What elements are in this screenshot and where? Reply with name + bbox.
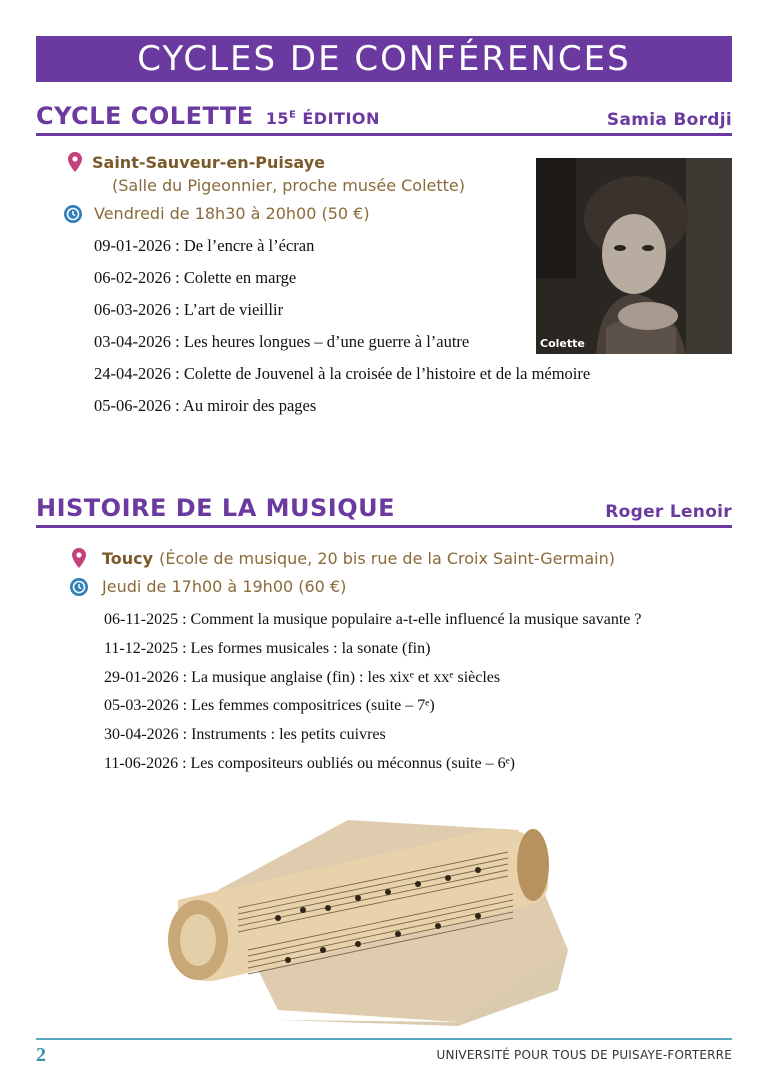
histoire-musique-title: HISTOIRE DE LA MUSIQUE	[36, 494, 395, 522]
list-item: 06-11-2025 : Comment la musique populaire a-t-elle influencé la musique savante ?	[104, 611, 642, 628]
edition-badge	[266, 109, 380, 128]
list-item: 05-06-2026 : Au miroir des pages	[94, 396, 317, 415]
edition-word: ÉDITION	[302, 109, 380, 128]
footer-publisher: UNIVERSITÉ POUR TOUS DE PUISAYE-FORTERRE	[436, 1048, 732, 1062]
list-item: 06-03-2026 : L’art de vieillir	[94, 300, 284, 319]
page-banner	[36, 36, 732, 82]
histoire-musique-sessions	[104, 606, 641, 779]
cycle-colette-sessions	[94, 230, 590, 422]
histoire-musique-location-detail: (École de musique, 20 bis rue de la Croix Saint-Germain)	[159, 548, 615, 568]
map-pin-icon	[72, 548, 86, 568]
cycle-colette-speaker: Samia Bordji	[606, 110, 732, 130]
list-item: 29-01-2026 : La musique anglaise (fin) : les xixᵉ et xxᵉ siècles	[104, 668, 501, 686]
list-item: 30-04-2026 : Instruments : les petits cuivres	[104, 726, 386, 744]
list-item: 24-04-2026 : Colette de Jouvenel à la croisée de l’histoire et de la mémoire	[94, 364, 591, 383]
clock-icon	[64, 205, 82, 223]
clock-icon	[70, 578, 88, 596]
cycle-colette-title: CYCLE COLETTE	[36, 102, 254, 130]
histoire-musique-schedule	[70, 577, 346, 596]
cycle-colette-header	[36, 104, 732, 136]
sheet-music-illustration	[158, 800, 578, 1026]
colette-photo	[536, 158, 732, 354]
cycle-colette-location-name: Saint-Sauveur-en-Puisaye	[92, 152, 325, 172]
list-item: 11-12-2025 : Les formes musicales : la sonate (fin)	[104, 639, 431, 657]
photo-caption: Colette	[540, 337, 585, 350]
histoire-musique-location-name: Toucy	[102, 548, 154, 568]
histoire-musique-speaker: Roger Lenoir	[605, 502, 732, 522]
page-title: CYCLES DE CONFÉRENCES	[137, 39, 631, 79]
list-item: 05-03-2026 : Les femmes compositrices (suite – 7ᵉ)	[104, 697, 435, 715]
list-item: 09-01-2026 : De l’encre à l’écran	[94, 236, 315, 255]
footer-rule	[36, 1038, 732, 1040]
histoire-musique-location	[72, 548, 615, 568]
list-item: 11-06-2026 : Les compositeurs oubliés ou méconnus (suite – 6ᵉ)	[104, 754, 515, 772]
histoire-musique-schedule-text: Jeudi de 17h00 à 19h00 (60 €)	[102, 577, 347, 596]
cycle-colette-location-detail: (Salle du Pigeonnier, proche musée Colette)	[112, 176, 466, 195]
cycle-colette-schedule	[64, 204, 370, 223]
edition-number: 15	[265, 109, 289, 128]
colette-portrait-illustration	[536, 158, 732, 354]
list-item: 06-02-2026 : Colette en marge	[94, 268, 297, 287]
edition-sup: E	[288, 109, 297, 121]
list-item: 03-04-2026 : Les heures longues – d’une guerre à l’autre	[94, 332, 470, 351]
cycle-colette-schedule-text: Vendredi de 18h30 à 20h00 (50 €)	[94, 204, 370, 223]
map-pin-icon	[68, 152, 82, 172]
cycle-colette-location-detail-row	[112, 176, 465, 195]
page-number: 2	[36, 1044, 46, 1066]
cycle-colette-location	[68, 152, 325, 172]
histoire-musique-header	[36, 496, 732, 528]
